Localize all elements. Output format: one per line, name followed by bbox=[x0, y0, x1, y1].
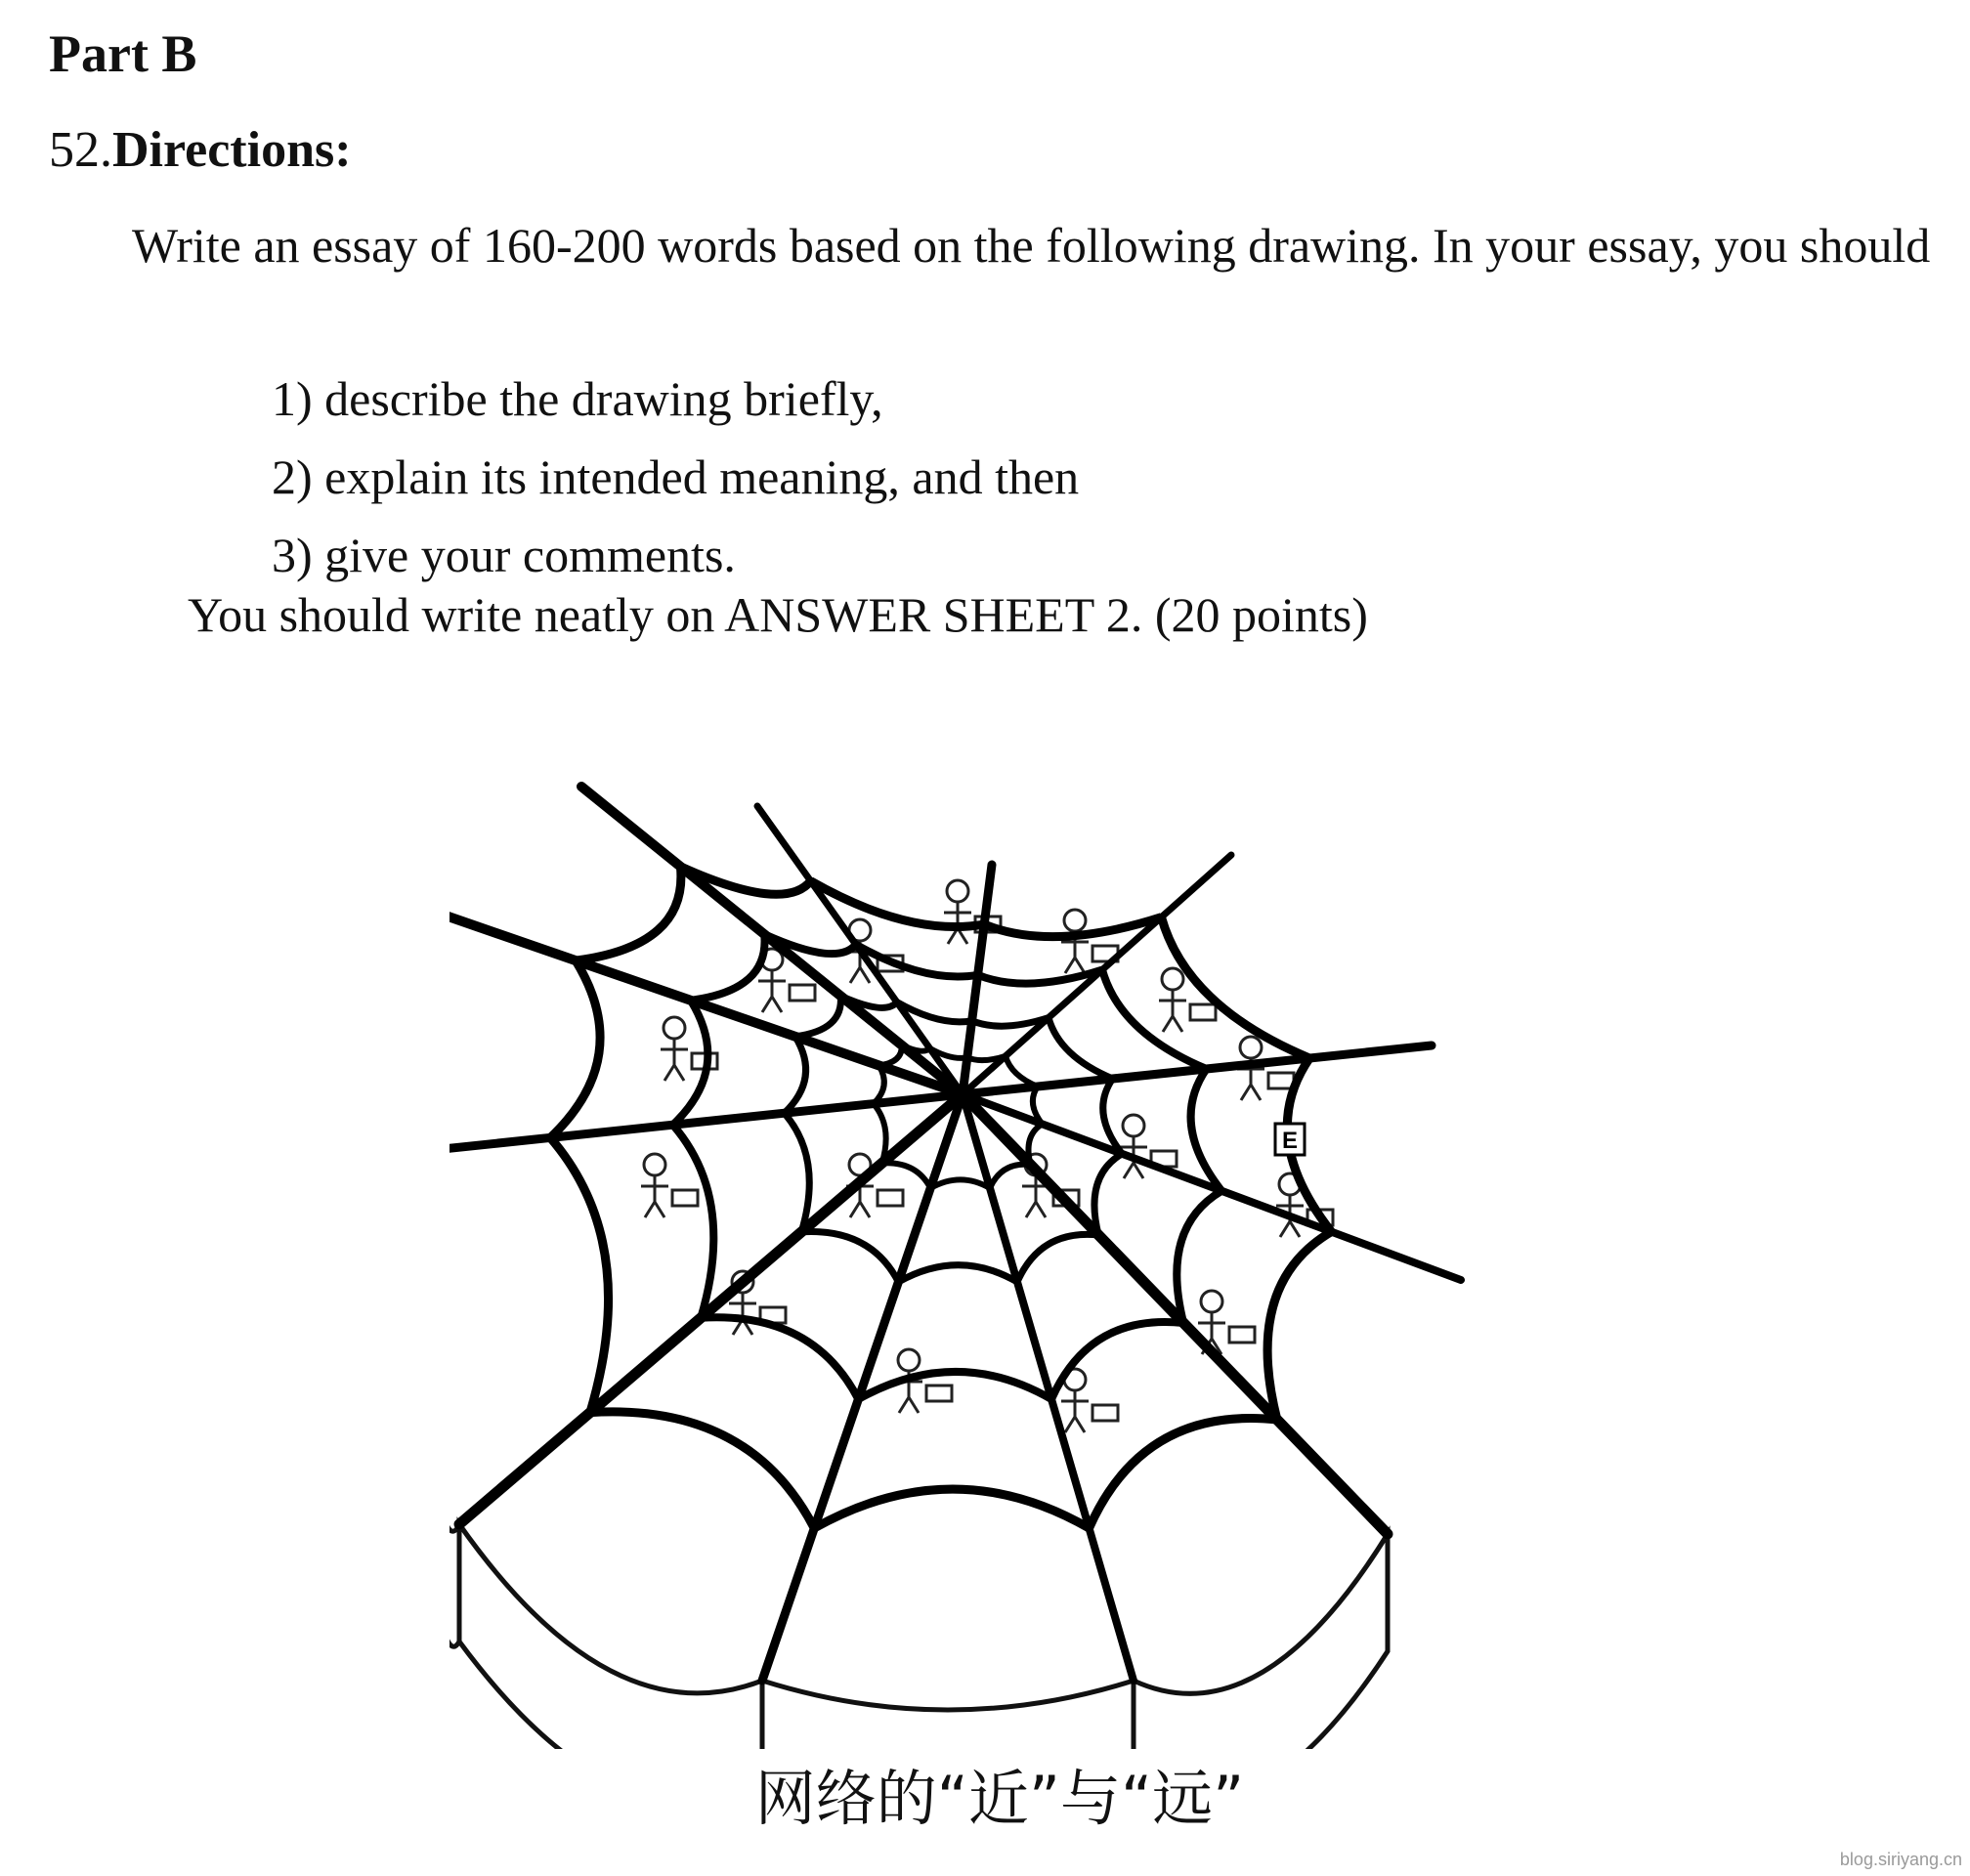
answer-sheet-instruction: You should write neatly on ANSWER SHEET 2. (20 points) bbox=[188, 587, 1368, 642]
web-ring-segment bbox=[898, 1265, 1017, 1282]
computer-screen bbox=[1092, 1405, 1118, 1421]
web-ring-segment bbox=[1006, 1056, 1038, 1087]
web-ring-segment bbox=[814, 1489, 1089, 1528]
essay-step: 2) explain its intended meaning, and then bbox=[272, 449, 1080, 504]
web-ring-segment bbox=[1049, 1018, 1113, 1079]
person-head bbox=[644, 1154, 665, 1175]
person-body bbox=[758, 970, 786, 1012]
web-ring-segment bbox=[1017, 1234, 1098, 1282]
web-ring-segment bbox=[701, 1317, 858, 1399]
person-head bbox=[1123, 1115, 1144, 1136]
directions-label: Directions: bbox=[112, 122, 352, 178]
essay-prompt bbox=[49, 207, 1954, 283]
web-ring-segment bbox=[1162, 917, 1310, 1058]
web-ring-segment bbox=[1051, 1322, 1183, 1399]
web-ring-segment bbox=[1267, 1232, 1331, 1420]
person-head bbox=[664, 1017, 685, 1039]
web-ring-segment bbox=[1090, 1419, 1277, 1528]
computer-screen bbox=[878, 1190, 903, 1206]
web-ring-segment bbox=[576, 867, 681, 960]
web-ring-segment bbox=[1094, 1154, 1122, 1235]
person-body bbox=[641, 1175, 668, 1217]
room-wall bbox=[1134, 1534, 1388, 1749]
web-rings bbox=[550, 867, 1331, 1528]
computer-screen bbox=[790, 985, 815, 1001]
web-ring-segment bbox=[858, 1372, 1051, 1399]
web-ring-segment bbox=[691, 934, 765, 1001]
question-number: 52. bbox=[49, 122, 112, 178]
spider-web-drawing bbox=[450, 772, 1534, 1749]
essay-steps-list bbox=[272, 360, 1079, 594]
person-head bbox=[1162, 968, 1183, 990]
part-title: Part B bbox=[49, 24, 197, 83]
person-figure bbox=[1159, 968, 1216, 1032]
web-ring-segment bbox=[550, 960, 600, 1137]
web-ring-segment bbox=[1191, 1069, 1222, 1191]
wall-sign bbox=[1275, 1124, 1305, 1155]
essay-step: 1) describe the drawing briefly, bbox=[272, 371, 883, 426]
person-head bbox=[1201, 1291, 1222, 1312]
sign-letter: E bbox=[1281, 1128, 1299, 1154]
person-head bbox=[898, 1349, 920, 1371]
essay-prompt-text: Write an essay of 160-200 words based on the following drawing. In your essay, you should bbox=[132, 218, 1931, 273]
watermark: blog.siriyang.cn bbox=[1839, 1850, 1962, 1869]
room-wall bbox=[459, 1524, 762, 1749]
spider-web-illustration bbox=[450, 772, 1534, 1749]
web-ring-segment bbox=[874, 1104, 886, 1164]
web-ring-segment bbox=[801, 1231, 898, 1282]
person-body bbox=[1061, 1390, 1089, 1432]
room-wall bbox=[450, 1153, 459, 1646]
web-ring-segment bbox=[1103, 1079, 1122, 1154]
web-ring-segment bbox=[785, 1113, 810, 1232]
person-figure bbox=[641, 1154, 698, 1217]
web-ring-segment bbox=[930, 1179, 990, 1188]
web-ring-segment bbox=[785, 1037, 806, 1113]
web-ring-segment bbox=[673, 1125, 714, 1318]
room-wall bbox=[762, 1681, 1134, 1749]
person-head bbox=[947, 880, 968, 902]
person-body bbox=[1159, 990, 1186, 1032]
computer-screen bbox=[672, 1190, 698, 1206]
person-head bbox=[1064, 910, 1086, 931]
computer-screen bbox=[1190, 1004, 1216, 1020]
person-body bbox=[729, 1293, 756, 1335]
computer-screen bbox=[1229, 1327, 1255, 1343]
people-figures bbox=[641, 880, 1333, 1432]
essay-step: 3) give your comments. bbox=[272, 528, 736, 582]
web-ring-segment bbox=[984, 917, 1161, 937]
person-body bbox=[661, 1039, 688, 1081]
web-ring-segment bbox=[1177, 1191, 1221, 1323]
web-ring-segment bbox=[590, 1412, 814, 1528]
computer-screen bbox=[926, 1386, 952, 1401]
computer-screen bbox=[1268, 1073, 1294, 1088]
web-ring-segment bbox=[978, 970, 1102, 984]
web-ring-segment bbox=[550, 1137, 608, 1412]
drawing-caption: 网络的“近”与“远” bbox=[754, 1763, 1245, 1834]
web-ring-segment bbox=[882, 1163, 931, 1188]
person-head bbox=[1240, 1037, 1262, 1058]
person-figure bbox=[1061, 1369, 1118, 1432]
directions-heading bbox=[49, 122, 352, 178]
